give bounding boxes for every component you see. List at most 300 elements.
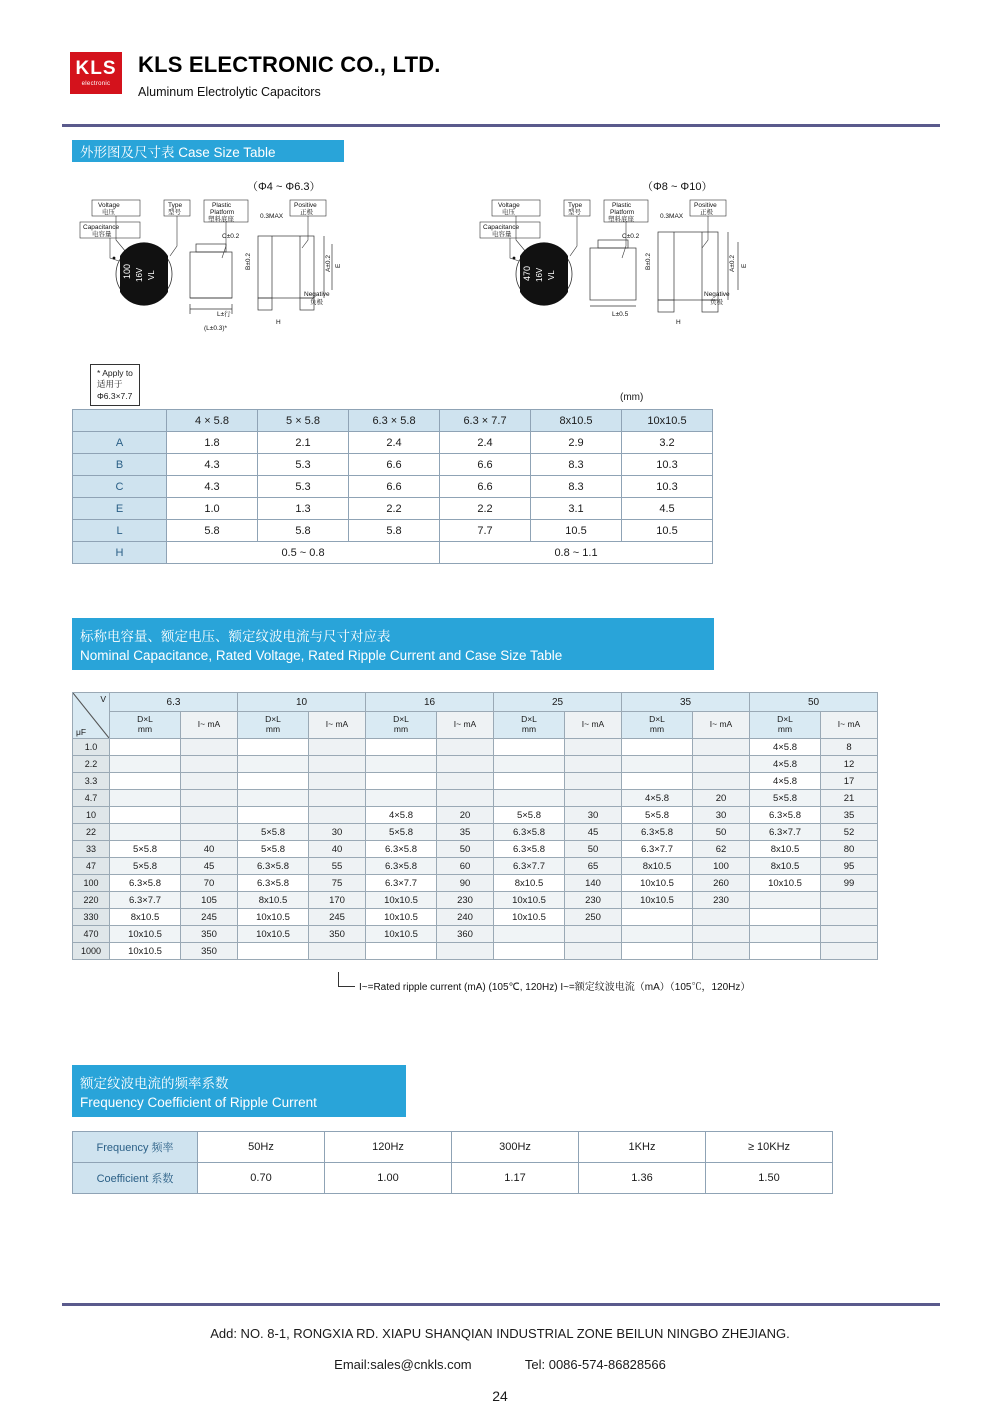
drawing-caption-right: （Φ8 ~ Φ10） [642, 181, 713, 193]
capacitance-label: 47 [73, 858, 110, 875]
capacitance-label: 330 [73, 909, 110, 926]
capacitance-rows [73, 739, 878, 960]
capacitance-label: 1000 [73, 943, 110, 960]
table-row [73, 790, 878, 807]
ripple-current-footnote [338, 978, 750, 993]
svg-text:C±0.2: C±0.2 [622, 233, 640, 240]
cell-ripple [309, 739, 366, 756]
cell-ripple [693, 739, 750, 756]
cell-ripple: 80 [821, 841, 878, 858]
case-col-3: 6.3 × 5.8 [349, 410, 440, 432]
cell-ripple: 30 [693, 807, 750, 824]
svg-text:L±行: L±行 [217, 311, 231, 318]
drawing-left-group [72, 196, 472, 401]
cell-size [110, 739, 181, 756]
capacitance-label: 100 [73, 875, 110, 892]
svg-text:470: 470 [522, 265, 532, 281]
capacitance-label: 1.0 [73, 739, 110, 756]
table-row [73, 926, 878, 943]
svg-text:B±0.2: B±0.2 [645, 253, 652, 270]
case-E-2: 1.3 [258, 498, 349, 520]
svg-text:Capacitance: Capacitance [483, 224, 520, 231]
case-col-1: 4 × 5.8 [167, 410, 258, 432]
cell-ripple [693, 926, 750, 943]
cell-ripple [693, 773, 750, 790]
cell-size: 8x10.5 [750, 858, 821, 875]
cell-size: 10x10.5 [238, 909, 309, 926]
case-B-5: 8.3 [531, 454, 622, 476]
case-E-5: 3.1 [531, 498, 622, 520]
svg-text:电容量: 电容量 [92, 231, 112, 238]
svg-text:正极: 正极 [300, 209, 313, 216]
cell-size: 8x10.5 [238, 892, 309, 909]
cell-size: 6.3×5.8 [494, 841, 565, 858]
cell-ripple: 360 [437, 926, 494, 943]
footer-contact [0, 1357, 1000, 1372]
case-col-2: 5 × 5.8 [258, 410, 349, 432]
cell-ripple: 35 [437, 824, 494, 841]
cell-size [366, 943, 437, 960]
sub-dl-3: D×L mm [494, 712, 565, 739]
voltage-col-10v: 10 [238, 693, 366, 712]
freq-val-4: ≥ 10KHz [706, 1132, 833, 1163]
case-E-4: 2.2 [440, 498, 531, 520]
section-title-nominal-en: Nominal Capacitance, Rated Voltage, Rated Ripple Current and Case Size Table [80, 648, 563, 663]
cell-ripple: 50 [565, 841, 622, 858]
table-row [73, 892, 878, 909]
coef-val-3: 1.36 [579, 1163, 706, 1194]
table-corner-cell [73, 693, 110, 739]
cell-ripple [181, 790, 238, 807]
coef-val-4: 1.50 [706, 1163, 833, 1194]
cell-size: 8x10.5 [622, 858, 693, 875]
cell-size: 8x10.5 [110, 909, 181, 926]
cell-ripple: 99 [821, 875, 878, 892]
cell-size: 10x10.5 [750, 875, 821, 892]
cell-ripple: 65 [565, 858, 622, 875]
cell-size [238, 756, 309, 773]
svg-text:E: E [335, 263, 342, 268]
svg-text:Platform: Platform [210, 209, 235, 216]
page-number: 24 [492, 1388, 508, 1404]
cell-ripple [821, 892, 878, 909]
table-row [73, 807, 878, 824]
table-row [73, 943, 878, 960]
capacitance-label: 220 [73, 892, 110, 909]
cell-ripple: 62 [693, 841, 750, 858]
footer-address: Add: NO. 8-1, RONGXIA RD. XIAPU SHANQIAN INDUSTRIAL ZONE BEILUN NINGBO ZHEJIANG. [210, 1326, 790, 1341]
cell-size: 10x10.5 [494, 909, 565, 926]
cell-size [494, 773, 565, 790]
cell-size [366, 773, 437, 790]
header-divider [62, 124, 940, 127]
svg-text:Voltage: Voltage [98, 202, 120, 209]
logo-main-text: KLS [75, 58, 117, 79]
cell-ripple [309, 790, 366, 807]
drawing-note [90, 364, 140, 406]
cell-size [238, 790, 309, 807]
case-A-5: 2.9 [531, 432, 622, 454]
voltage-col-50v: 50 [750, 693, 878, 712]
case-col-6: 10x10.5 [622, 410, 713, 432]
footnote-text: I~=Rated ripple current (mA) (105℃, 120Hz) I~=额定纹波电流（mA）（105℃，120Hz） [359, 982, 751, 993]
cell-size: 10x10.5 [366, 926, 437, 943]
table-row [73, 1163, 833, 1194]
case-L-3: 5.8 [349, 520, 440, 542]
table-row [73, 454, 713, 476]
case-A-6: 3.2 [622, 432, 713, 454]
cell-ripple: 35 [821, 807, 878, 824]
cell-ripple: 60 [437, 858, 494, 875]
case-col-4: 6.3 × 7.7 [440, 410, 531, 432]
cell-size: 6.3×7.7 [750, 824, 821, 841]
svg-text:(L±0.3)*: (L±0.3)* [204, 325, 228, 332]
cell-size: 10x10.5 [366, 892, 437, 909]
table-row [73, 476, 713, 498]
section-title-case-size [72, 140, 344, 162]
table-row [73, 909, 878, 926]
cell-size: 5×5.8 [238, 824, 309, 841]
svg-text:负极: 负极 [710, 299, 723, 306]
cell-ripple [181, 807, 238, 824]
cell-ripple [181, 773, 238, 790]
svg-text:E: E [741, 263, 748, 268]
cell-size [110, 824, 181, 841]
cell-ripple: 230 [437, 892, 494, 909]
cell-ripple: 40 [181, 841, 238, 858]
case-L-2: 5.8 [258, 520, 349, 542]
sub-i-3: I~ mA [565, 712, 622, 739]
cell-ripple: 17 [821, 773, 878, 790]
freq-val-3: 1KHz [579, 1132, 706, 1163]
cell-ripple: 45 [565, 824, 622, 841]
cell-size [238, 773, 309, 790]
cell-ripple: 245 [309, 909, 366, 926]
cell-size: 5×5.8 [238, 841, 309, 858]
cell-ripple: 30 [565, 807, 622, 824]
cell-size: 6.3×5.8 [750, 807, 821, 824]
svg-text:Capacitance: Capacitance [83, 224, 120, 231]
cell-size: 4×5.8 [622, 790, 693, 807]
cell-size: 10x10.5 [110, 943, 181, 960]
cell-size: 6.3×7.7 [110, 892, 181, 909]
capacitance-voltage-table [72, 692, 878, 960]
case-row-label-L: L [73, 520, 167, 542]
case-B-2: 5.3 [258, 454, 349, 476]
cell-size [494, 926, 565, 943]
cell-ripple: 40 [309, 841, 366, 858]
cell-ripple [565, 790, 622, 807]
case-size-table [72, 409, 713, 564]
capacitance-label: 2.2 [73, 756, 110, 773]
svg-text:VL: VL [147, 270, 156, 280]
sub-i-1: I~ mA [309, 712, 366, 739]
freq-row-label: Frequency 频率 [73, 1132, 198, 1163]
cell-ripple [821, 943, 878, 960]
table-row [73, 756, 878, 773]
section-title-nominal-cn: 标称电容量、额定电压、额定纹波电流与尺寸对应表 [80, 629, 391, 644]
svg-text:L±0.5: L±0.5 [612, 311, 629, 318]
case-A-4: 2.4 [440, 432, 531, 454]
svg-text:16V: 16V [135, 267, 144, 282]
case-B-3: 6.6 [349, 454, 440, 476]
svg-text:100: 100 [122, 263, 132, 279]
cell-size: 6.3×5.8 [494, 824, 565, 841]
svg-text:Type: Type [568, 202, 583, 209]
cell-ripple: 75 [309, 875, 366, 892]
svg-text:B±0.2: B±0.2 [245, 253, 252, 270]
table-row [73, 875, 878, 892]
cell-ripple [821, 909, 878, 926]
table-header-row-sub [73, 712, 878, 739]
table-row [73, 520, 713, 542]
capacitance-label: 470 [73, 926, 110, 943]
company-name: KLS ELECTRONIC CO., LTD. [138, 52, 441, 77]
svg-text:16V: 16V [535, 267, 544, 282]
case-col-5: 8x10.5 [531, 410, 622, 432]
svg-text:C±0.2: C±0.2 [222, 233, 240, 240]
cell-ripple [565, 739, 622, 756]
sub-dl-4: D×L mm [622, 712, 693, 739]
section-title-nominal [72, 618, 714, 670]
case-B-4: 6.6 [440, 454, 531, 476]
svg-text:塑料底座: 塑料底座 [208, 216, 234, 223]
cell-size [238, 807, 309, 824]
table-header-row-voltage [73, 693, 878, 712]
svg-text:A±0.2: A±0.2 [325, 255, 332, 272]
capacitance-label: 22 [73, 824, 110, 841]
svg-text:Positive: Positive [694, 202, 717, 209]
svg-text:H: H [276, 319, 281, 326]
cell-ripple [309, 756, 366, 773]
footer-email[interactable]: Email:sales@cnkls.com [334, 1357, 472, 1372]
cell-ripple [437, 739, 494, 756]
case-row-label-H: H [73, 542, 167, 564]
capacitance-label: 10 [73, 807, 110, 824]
case-C-2: 5.3 [258, 476, 349, 498]
sub-i-0: I~ mA [181, 712, 238, 739]
case-row-label-E: E [73, 498, 167, 520]
cell-ripple: 260 [693, 875, 750, 892]
cell-ripple [565, 943, 622, 960]
cell-ripple [437, 943, 494, 960]
cell-size [622, 909, 693, 926]
cell-size [110, 807, 181, 824]
cell-ripple: 90 [437, 875, 494, 892]
frequency-coefficient-table [72, 1131, 833, 1194]
cell-size: 6.3×7.7 [494, 858, 565, 875]
cell-size [494, 739, 565, 756]
case-C-5: 8.3 [531, 476, 622, 498]
cell-ripple [181, 756, 238, 773]
sub-i-2: I~ mA [437, 712, 494, 739]
svg-text:A±0.2: A±0.2 [729, 255, 736, 272]
cell-ripple: 70 [181, 875, 238, 892]
cell-ripple: 95 [821, 858, 878, 875]
cell-size: 6.3×5.8 [238, 875, 309, 892]
cell-ripple: 105 [181, 892, 238, 909]
table-header-row [73, 410, 713, 432]
case-E-6: 4.5 [622, 498, 713, 520]
section-title-frequency-cn: 额定纹波电流的频率系数 [80, 1076, 229, 1091]
svg-text:0.3MAX: 0.3MAX [660, 213, 684, 220]
cell-size [750, 926, 821, 943]
case-row-label-A: A [73, 432, 167, 454]
cell-ripple: 30 [309, 824, 366, 841]
case-C-6: 10.3 [622, 476, 713, 498]
drawing-caption-left: （Φ4 ~ Φ6.3） [247, 181, 321, 193]
cell-size [110, 773, 181, 790]
svg-text:负极: 负极 [310, 299, 323, 306]
cell-size: 10x10.5 [366, 909, 437, 926]
cell-size [622, 756, 693, 773]
cell-size [110, 790, 181, 807]
cell-ripple: 50 [693, 824, 750, 841]
cell-size: 6.3×7.7 [622, 841, 693, 858]
cell-size [238, 739, 309, 756]
sub-dl-5: D×L mm [750, 712, 821, 739]
cell-ripple: 170 [309, 892, 366, 909]
case-E-1: 1.0 [167, 498, 258, 520]
table-row [73, 1132, 833, 1163]
case-H-right: 0.8 ~ 1.1 [440, 542, 713, 564]
cell-ripple: 12 [821, 756, 878, 773]
case-row-label-B: B [73, 454, 167, 476]
case-L-5: 10.5 [531, 520, 622, 542]
cell-ripple [693, 909, 750, 926]
case-C-4: 6.6 [440, 476, 531, 498]
svg-text:电容量: 电容量 [492, 231, 512, 238]
cell-ripple [309, 943, 366, 960]
table-row [73, 542, 713, 564]
freq-val-0: 50Hz [198, 1132, 325, 1163]
cell-size: 5×5.8 [110, 858, 181, 875]
svg-text:Negative: Negative [304, 291, 330, 298]
voltage-col-25v: 25 [494, 693, 622, 712]
cell-ripple: 350 [181, 943, 238, 960]
capacitance-label: 4.7 [73, 790, 110, 807]
cell-size: 5×5.8 [366, 824, 437, 841]
svg-text:Plastic: Plastic [612, 202, 632, 209]
svg-text:Negative: Negative [704, 291, 730, 298]
section-title-case-size-label: 外形图及尺寸表 Case Size Table [80, 145, 276, 160]
sub-dl-1: D×L mm [238, 712, 309, 739]
cell-ripple [309, 807, 366, 824]
svg-text:正极: 正极 [700, 209, 713, 216]
cell-ripple: 20 [693, 790, 750, 807]
cell-size [494, 756, 565, 773]
table-row [73, 841, 878, 858]
corner-capacitance-label: μF [76, 727, 87, 737]
sub-i-4: I~ mA [693, 712, 750, 739]
cell-size: 8x10.5 [750, 841, 821, 858]
cell-ripple: 140 [565, 875, 622, 892]
drawing-note-line1: * Apply to [97, 368, 133, 378]
drawing-note-line3: Φ6.3×7.7 [97, 390, 133, 401]
cell-size: 6.3×7.7 [366, 875, 437, 892]
cell-size: 6.3×5.8 [622, 824, 693, 841]
cell-ripple [565, 926, 622, 943]
freq-val-2: 300Hz [452, 1132, 579, 1163]
cell-size: 6.3×5.8 [110, 875, 181, 892]
cell-size [750, 892, 821, 909]
cell-size [238, 943, 309, 960]
cell-size: 10x10.5 [622, 875, 693, 892]
company-subtitle: Aluminum Electrolytic Capacitors [138, 85, 321, 99]
cell-size [750, 943, 821, 960]
table-row [73, 824, 878, 841]
corner-voltage-label: V [100, 694, 106, 704]
cell-size: 5×5.8 [750, 790, 821, 807]
logo-sub-text: electronic [81, 81, 111, 87]
voltage-col-16v: 16 [366, 693, 494, 712]
case-L-6: 10.5 [622, 520, 713, 542]
case-A-1: 1.8 [167, 432, 258, 454]
table-row [73, 432, 713, 454]
cell-ripple: 350 [309, 926, 366, 943]
cell-size [494, 790, 565, 807]
footnote-elbow [338, 972, 355, 987]
cell-size [494, 943, 565, 960]
cell-ripple: 240 [437, 909, 494, 926]
cell-size [622, 943, 693, 960]
table-row [73, 498, 713, 520]
cell-ripple: 245 [181, 909, 238, 926]
case-L-4: 7.7 [440, 520, 531, 542]
svg-text:Platform: Platform [610, 209, 635, 216]
svg-text:VL: VL [547, 270, 556, 280]
cell-size: 10x10.5 [494, 892, 565, 909]
cell-size: 4×5.8 [366, 807, 437, 824]
case-C-3: 6.6 [349, 476, 440, 498]
case-H-left: 0.5 ~ 0.8 [167, 542, 440, 564]
cell-size: 10x10.5 [110, 926, 181, 943]
cell-ripple [693, 943, 750, 960]
freq-val-1: 120Hz [325, 1132, 452, 1163]
cell-size [750, 909, 821, 926]
svg-text:塑料底座: 塑料底座 [608, 216, 634, 223]
cell-ripple [821, 926, 878, 943]
cell-size: 4×5.8 [750, 773, 821, 790]
case-B-6: 10.3 [622, 454, 713, 476]
cell-ripple: 230 [693, 892, 750, 909]
cell-size: 10x10.5 [622, 892, 693, 909]
cell-size: 6.3×5.8 [238, 858, 309, 875]
table-row [73, 739, 878, 756]
page-header [70, 52, 441, 99]
cell-ripple: 8 [821, 739, 878, 756]
cell-size: 5×5.8 [622, 807, 693, 824]
cell-size [366, 790, 437, 807]
cell-ripple: 21 [821, 790, 878, 807]
cell-size [622, 773, 693, 790]
footer-tel: Tel: 0086-574-86828566 [524, 1357, 666, 1372]
table-row [73, 858, 878, 875]
cell-ripple [693, 756, 750, 773]
footer-divider [62, 1303, 940, 1306]
svg-text:Plastic: Plastic [212, 202, 232, 209]
svg-text:Voltage: Voltage [498, 202, 520, 209]
cell-ripple: 55 [309, 858, 366, 875]
cell-size: 4×5.8 [750, 739, 821, 756]
cell-ripple: 250 [565, 909, 622, 926]
cell-ripple [565, 756, 622, 773]
sub-dl-2: D×L mm [366, 712, 437, 739]
cell-size: 6.3×5.8 [366, 841, 437, 858]
svg-text:0.3MAX: 0.3MAX [260, 213, 284, 220]
section-title-frequency [72, 1065, 406, 1117]
cell-ripple [437, 773, 494, 790]
